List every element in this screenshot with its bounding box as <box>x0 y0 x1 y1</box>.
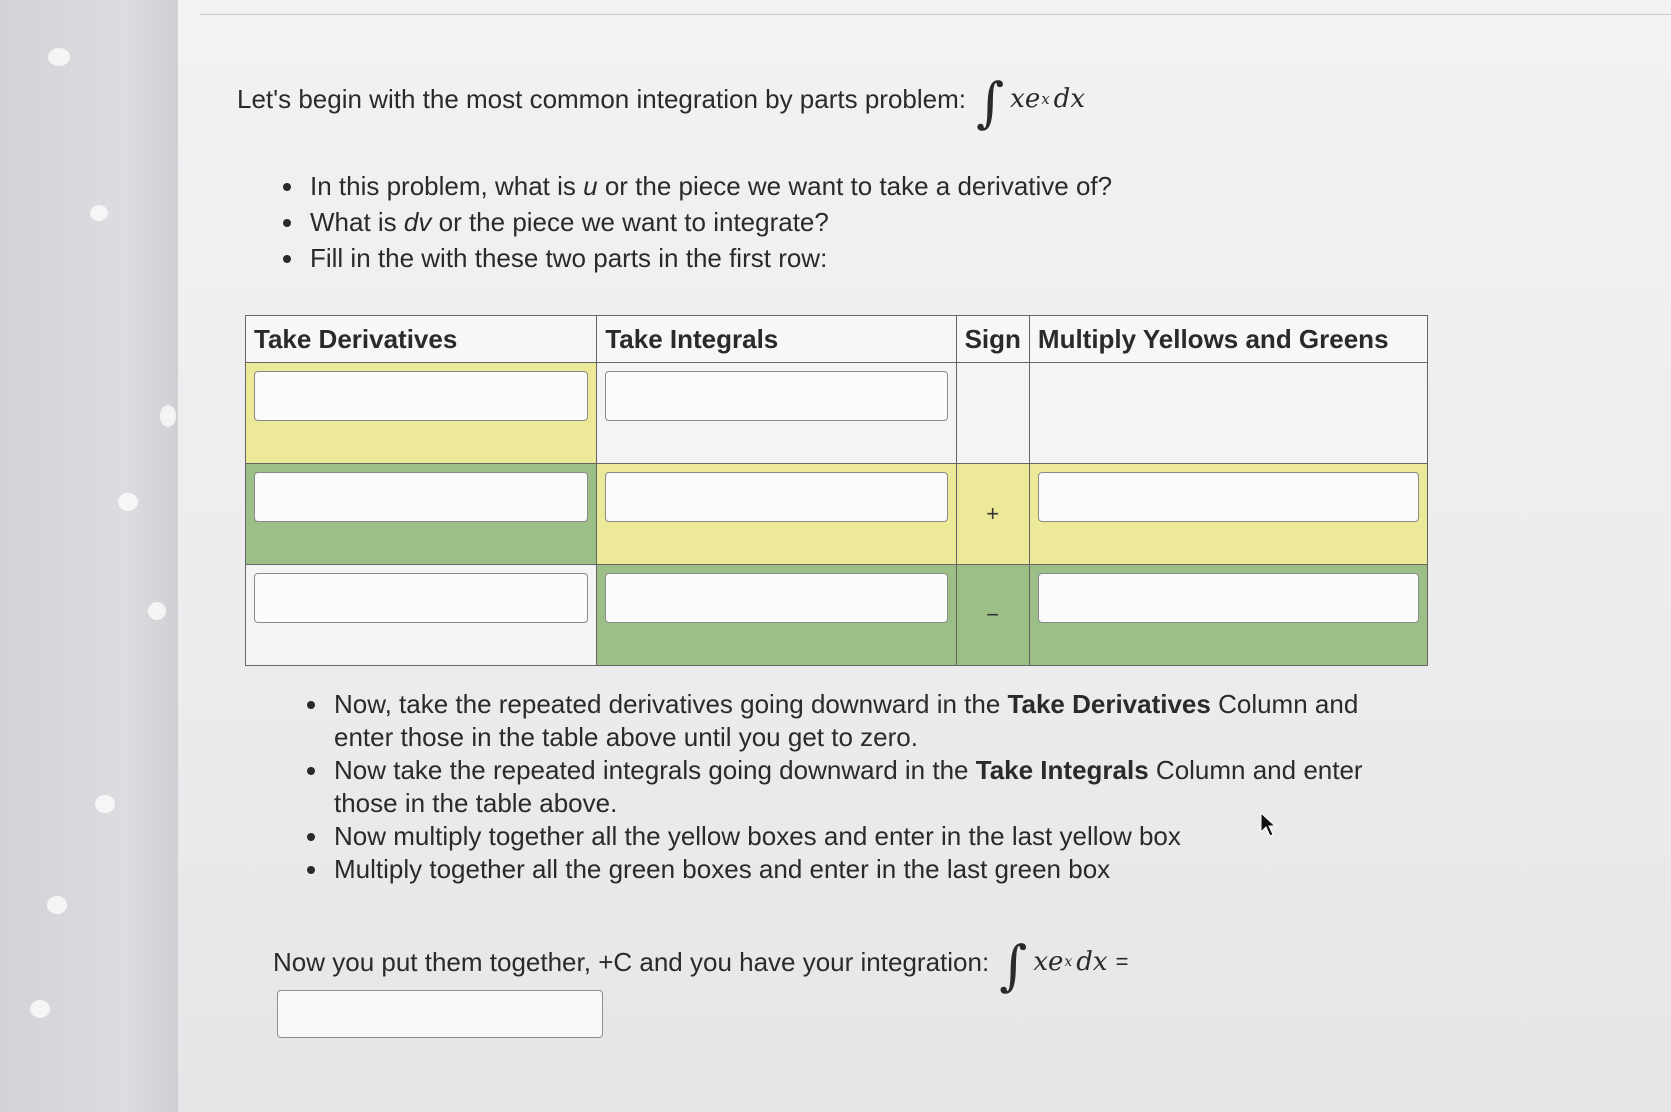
integral-input-3[interactable] <box>605 573 947 623</box>
list-item: • In this problem, what is u or the piece we want to take a derivative of? <box>306 168 1112 204</box>
screen-glare <box>47 896 67 914</box>
final-text: Now you put them together, +C and you have your integration: <box>273 946 990 977</box>
header-multiply: Multiply Yellows and Greens <box>1029 316 1427 363</box>
list-item: • Now multiply together all the yellow boxes and enter in the last yellow box <box>330 820 1410 853</box>
product-cell <box>1029 464 1427 565</box>
screen-glare <box>118 493 138 511</box>
integral-sign: ∫ <box>976 71 1005 134</box>
header-take-derivatives: Take Derivatives <box>246 316 597 363</box>
integral-cell <box>597 464 956 565</box>
top-divider <box>200 14 1671 15</box>
mouse-cursor-icon <box>1259 812 1277 838</box>
derivative-input-2[interactable] <box>254 472 588 522</box>
intro-integral: ∫ x e x dx <box>976 71 1085 134</box>
equals-sign: = <box>1115 949 1129 974</box>
final-answer-input[interactable] <box>277 990 603 1038</box>
final-prompt <box>273 934 1129 997</box>
screen-glare <box>90 205 108 221</box>
left-margin <box>0 0 179 1112</box>
product-cell <box>1029 363 1427 464</box>
table-row <box>246 565 1428 666</box>
table-header-row <box>246 316 1428 363</box>
table-row <box>246 464 1428 565</box>
sign-minus: − <box>956 565 1029 666</box>
derivative-cell <box>246 464 597 565</box>
list-item: • What is dv or the piece we want to integrate? <box>306 204 1112 240</box>
instruction-list <box>302 688 1410 886</box>
tabular-integration-table <box>245 315 1428 666</box>
list-item: • Multiply together all the green boxes and enter in the last green box <box>330 853 1410 886</box>
intro-text: Let's begin with the most common integration by parts problem: <box>237 83 966 114</box>
screen-glare <box>95 795 115 813</box>
derivative-cell <box>246 565 597 666</box>
screen-glare <box>48 48 70 66</box>
table-row <box>246 363 1428 464</box>
integral-input-1[interactable] <box>605 371 947 421</box>
screen-glare <box>148 602 166 620</box>
derivative-cell <box>246 363 597 464</box>
header-sign: Sign <box>956 316 1029 363</box>
screen-glare <box>160 405 176 427</box>
list-item: • Fill in the with these two parts in the first row: <box>306 240 1112 276</box>
sign-plus: + <box>956 464 1029 565</box>
green-product-input[interactable] <box>1038 573 1419 623</box>
final-integral: ∫ x e x dx <box>999 934 1108 997</box>
question-list <box>278 168 1112 276</box>
list-item: • Now take the repeated integrals going downward in the Take Integrals Column and enter those in the table above. <box>330 754 1410 820</box>
derivative-input-1[interactable] <box>254 371 588 421</box>
integral-cell <box>597 363 956 464</box>
header-take-integrals: Take Integrals <box>597 316 956 363</box>
product-cell <box>1029 565 1427 666</box>
integral-sign: ∫ <box>999 934 1028 997</box>
yellow-product-input[interactable] <box>1038 472 1419 522</box>
intro-prompt <box>237 71 1085 134</box>
integral-cell <box>597 565 956 666</box>
list-item: • Now, take the repeated derivatives going downward in the Take Derivatives Column and enter those in the table above until you get to zero. <box>330 688 1410 754</box>
sign-cell <box>956 363 1029 464</box>
derivative-input-3[interactable] <box>254 573 588 623</box>
integral-input-2[interactable] <box>605 472 947 522</box>
screen-glare <box>30 1000 50 1018</box>
